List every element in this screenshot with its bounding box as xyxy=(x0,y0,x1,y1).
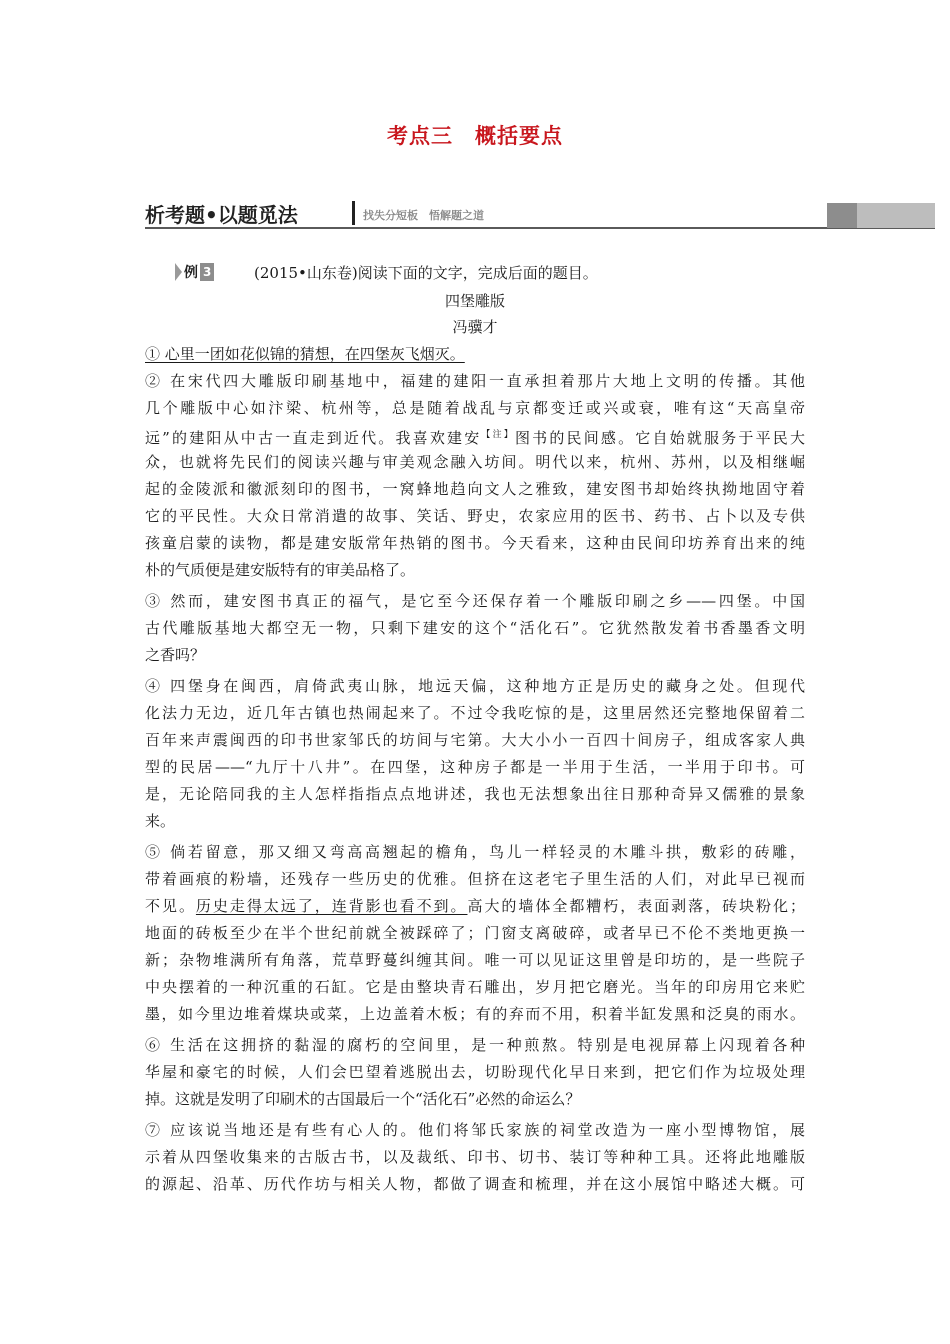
text-line xyxy=(145,895,805,917)
section-subtitle: 找失分短板 悟解题之道 xyxy=(363,209,484,222)
decor-block-light xyxy=(857,203,935,228)
text-segment: 不见。 xyxy=(145,897,196,915)
text-line: ⑦ 应该说当地还是有些有心人的。他们将邹氏家族的祠堂改造为一座小型博物馆，展 xyxy=(145,1121,805,1139)
text-line: ③ 然而，建安图书真正的福气，是它至今还保存着一个雕版印刷之乡——四堡。中国 xyxy=(145,592,805,610)
text-line: 墨，如今里边堆着煤块或菜，上边盖着木板；有的弃而不用，积着半缸发黑和泛臭的雨水。 xyxy=(145,1005,805,1023)
arrow-icon xyxy=(175,263,182,281)
text-line: 起的金陵派和徽派刻印的图书，一窝蜂地趋向文人之雅致，建安图书却始终执拗地固守着 xyxy=(145,480,805,498)
text-line: 它的平民性。大众日常消遣的故事、笑话、野史，农家应用的医书、药书、占卜以及专供 xyxy=(145,507,805,525)
text-line: 古代雕版基地大都空无一物，只剩下建安的这个“活化石”。它犹然散发着书香墨香文明 xyxy=(145,619,805,637)
text-line: 百年来声震闽西的印书世家邹氏的坊间与宅第。大大小小一百四十间房子，组成客家人典 xyxy=(145,731,805,749)
text-line: 中央摆着的一种沉重的石缸。它是由整块青石雕出，岁月把它磨光。当年的印房用它来贮 xyxy=(145,978,805,996)
text-line: 地面的砖板至少在半个世纪前就全被踩碎了；门窗支离破碎，或者早已不伦不类地更换一 xyxy=(145,924,805,942)
section-title: 析考题•以题觅法 xyxy=(145,203,298,227)
underlined-sentence: ① 心里一团如花似锦的猜想，在四堡灰飞烟灭。 xyxy=(145,345,465,363)
article-title: 四堡雕版 xyxy=(444,292,505,310)
example-label: 例 xyxy=(184,265,198,281)
text-line: 型的民居——“九厅十八井”。在四堡，这种房子都是一半用于生活，一半用于印书。可 xyxy=(145,758,805,776)
text-line: ⑤ 倘若留意，那又细又弯高高翘起的檐角，鸟儿一样轻灵的木雕斗拱，敷彩的砖雕， xyxy=(145,843,805,861)
text-line: 示着从四堡收集来的古版古书，以及裁纸、印书、切书、装订等种种工具。还将此地雕版 xyxy=(145,1148,805,1166)
text-segment: 高大的墙体全都糟朽，表面剥落，砖块粉化； xyxy=(467,897,805,915)
page-title: 考点三 概括要点 xyxy=(387,124,563,148)
paragraph-1 xyxy=(145,343,805,365)
underlined-sentence: 历史走得太远了，连背影也看不到。 xyxy=(195,897,468,915)
article-author: 冯骥才 xyxy=(452,318,498,336)
text-line: ④ 四堡身在闽西，肩倚武夷山脉，地远天偏，这种地方正是历史的藏身之处。但现代 xyxy=(145,677,805,695)
text-segment: 远”的建阳从中古一直走到近代。我喜欢建安 xyxy=(145,429,482,447)
text-line: 孩童启蒙的读物，都是建安版常年热销的图书。今天看来，这种由民间印坊养育出来的纯 xyxy=(145,534,805,552)
text-segment: 图书的民间感。它自始就服务于平民大 xyxy=(514,429,805,447)
decor-block-dark xyxy=(827,203,857,228)
text-line: 带着画痕的粉墙，还残存一些历史的优雅。但挤在这老宅子里生活的人们，对此早已视而 xyxy=(145,870,805,888)
text-line: 朴的气质便是建安版特有的审美品格了。 xyxy=(145,561,416,579)
text-line: ⑥ 生活在这拥挤的黏湿的腐朽的空间里，是一种煎熬。特别是电视屏幕上闪现着各种 xyxy=(145,1036,805,1054)
example-number: 3 xyxy=(200,263,214,281)
text-line: 的源起、沿革、历代作坊与相关人物，都做了调查和梳理，并在这小展馆中略述大概。可 xyxy=(145,1175,805,1193)
text-line: 是，无论陪同我的主人怎样指指点点地讲述，我也无法想象出往日那种奇异又儒雅的景象 xyxy=(145,785,805,803)
example-badge xyxy=(175,262,214,282)
text-line: 来。 xyxy=(145,812,176,830)
text-line: 几个雕版中心如汴梁、杭州等，总是随着战乱与京都变迁或兴或衰，唯有这“天高皇帝 xyxy=(145,399,805,417)
example-header xyxy=(175,262,805,284)
section-header xyxy=(145,198,935,232)
text-line: 之香吗？ xyxy=(145,646,206,664)
text-line: ② 在宋代四大雕版印刷基地中，福建的建阳一直承担着那片大地上文明的传播。其他 xyxy=(145,372,805,390)
text-line xyxy=(145,424,805,449)
text-line: 化法力无边，近几年古镇也热闹起来了。不过令我吃惊的是，这里居然还完整地保留着二 xyxy=(145,704,805,722)
text-line: 新；杂物堆满所有角落，荒草野蔓纠缠其间。唯一可以见证这里曾是印坊的，是一些院子 xyxy=(145,951,805,969)
footnote-marker: 【注】 xyxy=(481,430,515,440)
section-separator xyxy=(352,201,355,225)
text-line: 众，也就将先民们的阅读兴趣与审美观念融入坊间。明代以来，杭州、苏州，以及相继崛 xyxy=(145,453,805,471)
example-intro: (2015•山东卷)阅读下面的文字，完成后面的题目。 xyxy=(254,264,598,282)
text-line: 掉。这就是发明了印刷术的古国最后一个“活化石”必然的命运么？ xyxy=(145,1090,581,1108)
text-line: 华屋和豪宅的时候，人们会巴望着逃脱出去，切盼现代化早日来到，把它们作为垃圾处理 xyxy=(145,1063,805,1081)
